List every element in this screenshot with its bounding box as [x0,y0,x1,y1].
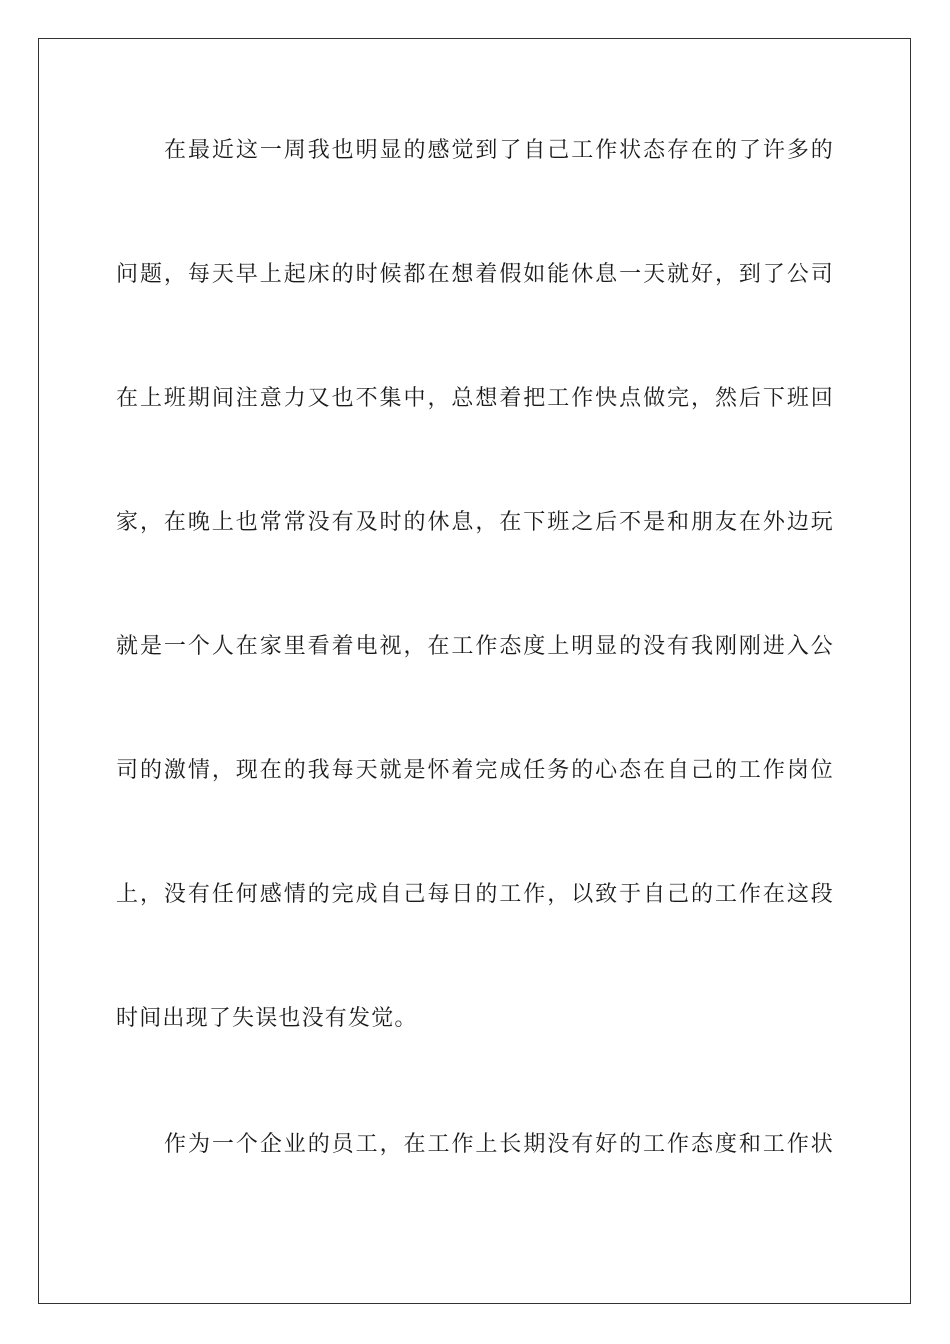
paragraph-1-line-2: 问题，每天早上起床的时候都在想着假如能休息一天就好，到了公司 [116,262,834,287]
paragraph-1-line-3: 在上班期间注意力又也不集中，总想着把工作快点做完，然后下班回 [116,386,834,411]
paragraph-1-line-1: 在最近这一周我也明显的感觉到了自己工作状态存在的了许多的 [164,138,834,163]
paragraph-1-line-7: 上，没有任何感情的完成自己每日的工作，以致于自己的工作在这段 [116,882,834,907]
page-frame [38,38,911,1304]
paragraph-1-line-6: 司的激情，现在的我每天就是怀着完成任务的心态在自己的工作岗位 [116,758,834,783]
paragraph-1-line-5: 就是一个人在家里看着电视，在工作态度上明显的没有我刚刚进入公 [116,634,834,659]
paragraph-2-line-1: 作为一个企业的员工，在工作上长期没有好的工作态度和工作状 [164,1132,834,1157]
paragraph-1-line-4: 家，在晚上也常常没有及时的休息，在下班之后不是和朋友在外边玩 [116,510,834,535]
paragraph-1-line-8: 时间出现了失误也没有发觉。 [116,1006,418,1031]
